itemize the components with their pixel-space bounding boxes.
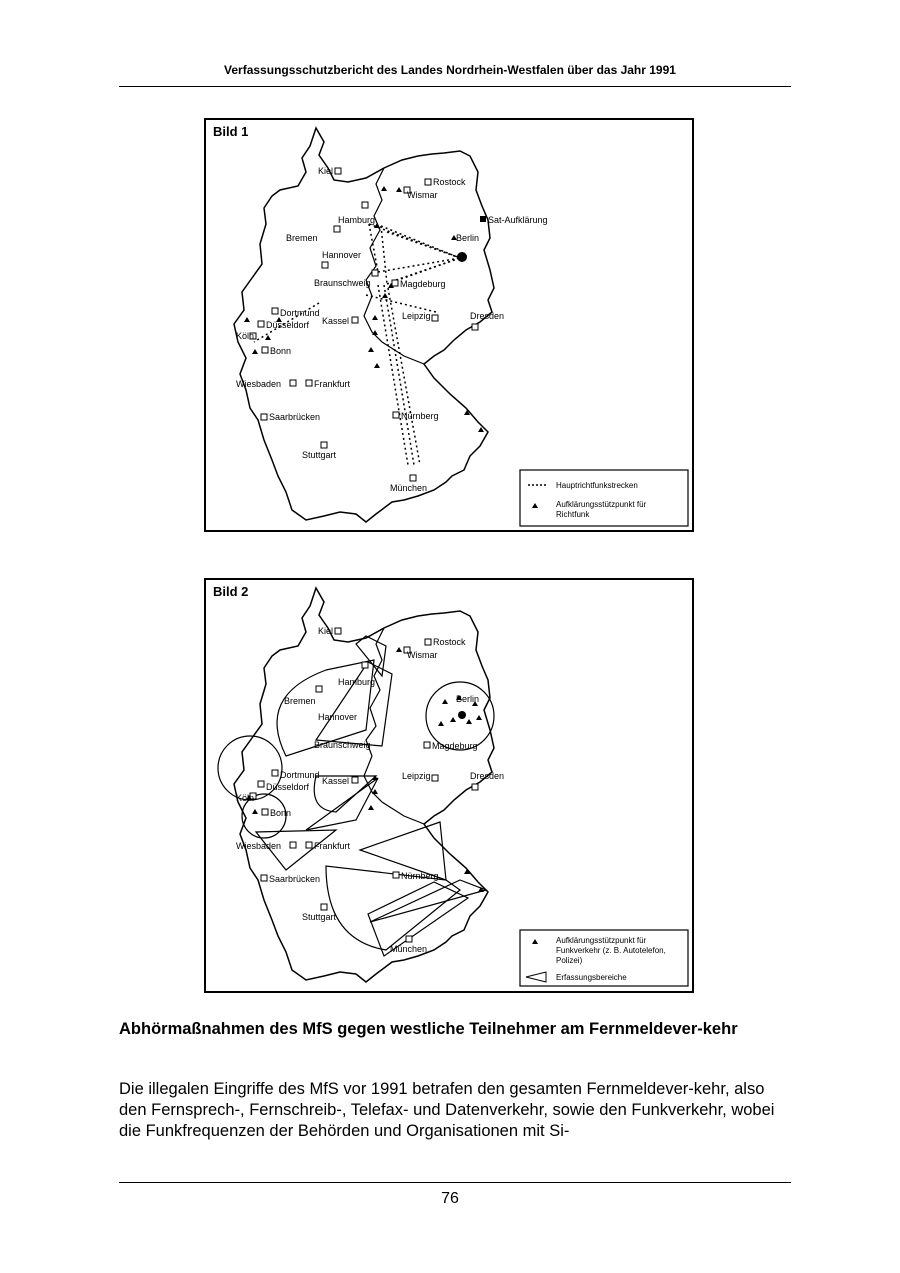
legend2-line1a: Aufklärungsstützpunkt für [556,936,647,945]
label2-magdeburg: Magdeburg [432,741,478,751]
label2-braunschweig: Braunschweig [314,740,371,750]
label-nuernberg: Nürnberg [401,411,439,421]
label-wismar: Wismar [407,190,438,200]
label-berlin: Berlin [456,233,480,243]
label-hamburg: Hamburg [338,215,376,225]
figure-1-svg [206,120,692,530]
section-heading: Abhörmaßnahmen des MfS gegen westliche Teilnehmer am Fernmeldever-kehr [119,1020,738,1038]
figure-2-svg [206,580,692,991]
legend1-line2a: Aufklärungsstützpunkt für [556,500,647,509]
figure-1-map [204,118,694,532]
label2-dresden: Dresden [470,771,505,781]
figure-2-map [204,578,694,993]
label2-leipzig: Leipzig [402,771,431,781]
label2-hannover: Hannover [318,712,358,722]
figure-2-legend [520,930,688,986]
label2-koeln: Köln [236,793,255,803]
label2-berlin: Berlin [456,694,480,704]
label-bremen: Bremen [286,233,318,243]
radio-links [254,224,460,465]
figure-1-legend [520,470,688,526]
header-rule [119,86,791,87]
label-dresden: Dresden [470,311,505,321]
running-header: Verfassungsschutzbericht des Landes Nordrhein-Westfalen über das Jahr 1991 [224,63,676,77]
label2-kassel: Kassel [322,776,350,786]
label2-duesseldorf: Düsseldorf [266,782,310,792]
label-rostock: Rostock [433,177,466,187]
label-magdeburg: Magdeburg [400,279,446,289]
berlin-marker-2 [458,711,466,719]
label2-dortmund: Dortmund [280,770,320,780]
legend2-line1c: Polizei) [556,956,583,965]
body-paragraph: Die illegalen Eingriffe des MfS vor 1991 betrafen den gesamten Fernmeldever-kehr, also den Fernsprech-, Fernschreib-, Telefax- und Datenverkehr, sowie den Funkverkehr, wobei die Funkfrequenzen der Behörden und Organisationen mit Si- [119,1080,775,1140]
label2-nuernberg: Nürnberg [401,871,439,881]
label2-frankfurt: Frankfurt [314,841,351,851]
label2-kiel: Kiel [317,626,333,636]
label-sat: Sat-Aufklärung [488,215,548,225]
sat-marker [480,216,486,222]
legend2-line2: Erfassungsbereiche [556,973,627,982]
label2-bremen: Bremen [284,696,316,706]
berlin-marker [457,252,467,262]
page-number: 76 [441,1190,459,1207]
label2-muenchen: München [390,944,428,954]
label-bonn: Bonn [270,346,292,356]
label2-wiesbaden: Wiesbaden [236,841,282,851]
label2-rostock: Rostock [433,637,466,647]
label-hannover: Hannover [322,250,362,260]
label2-bonn: Bonn [270,808,292,818]
label-leipzig: Leipzig [402,311,431,321]
figure-2-label: Bild 2 [213,584,249,599]
legend1-line2b: Richtfunk [556,510,590,519]
legend1-line1: Hauptrichtfunkstrecken [556,481,638,490]
label2-stuttgart: Stuttgart [302,912,337,922]
label-stuttgart: Stuttgart [302,450,337,460]
label2-hamburg: Hamburg [338,677,376,687]
label-koeln: Köln [236,331,255,341]
label-kiel: Kiel [317,166,333,176]
label-wiesbaden: Wiesbaden [236,379,282,389]
label-saarbruecken: Saarbrücken [269,412,321,422]
label-braunschweig: Braunschweig [314,278,371,288]
city-labels-2 [236,626,504,954]
legend2-line1b: Funkverkehr (z. B. Autotelefon, [556,946,666,955]
label-muenchen: München [390,483,428,493]
label-duesseldorf: Düsseldorf [266,320,310,330]
footer-rule [119,1182,791,1183]
label2-saarbruecken: Saarbrücken [269,874,321,884]
figure-1-label-overlay: Bild 1 [213,124,249,139]
label-kassel: Kassel [322,316,350,326]
label2-wismar: Wismar [407,650,438,660]
label-frankfurt: Frankfurt [314,379,351,389]
label-dortmund: Dortmund [280,308,320,318]
